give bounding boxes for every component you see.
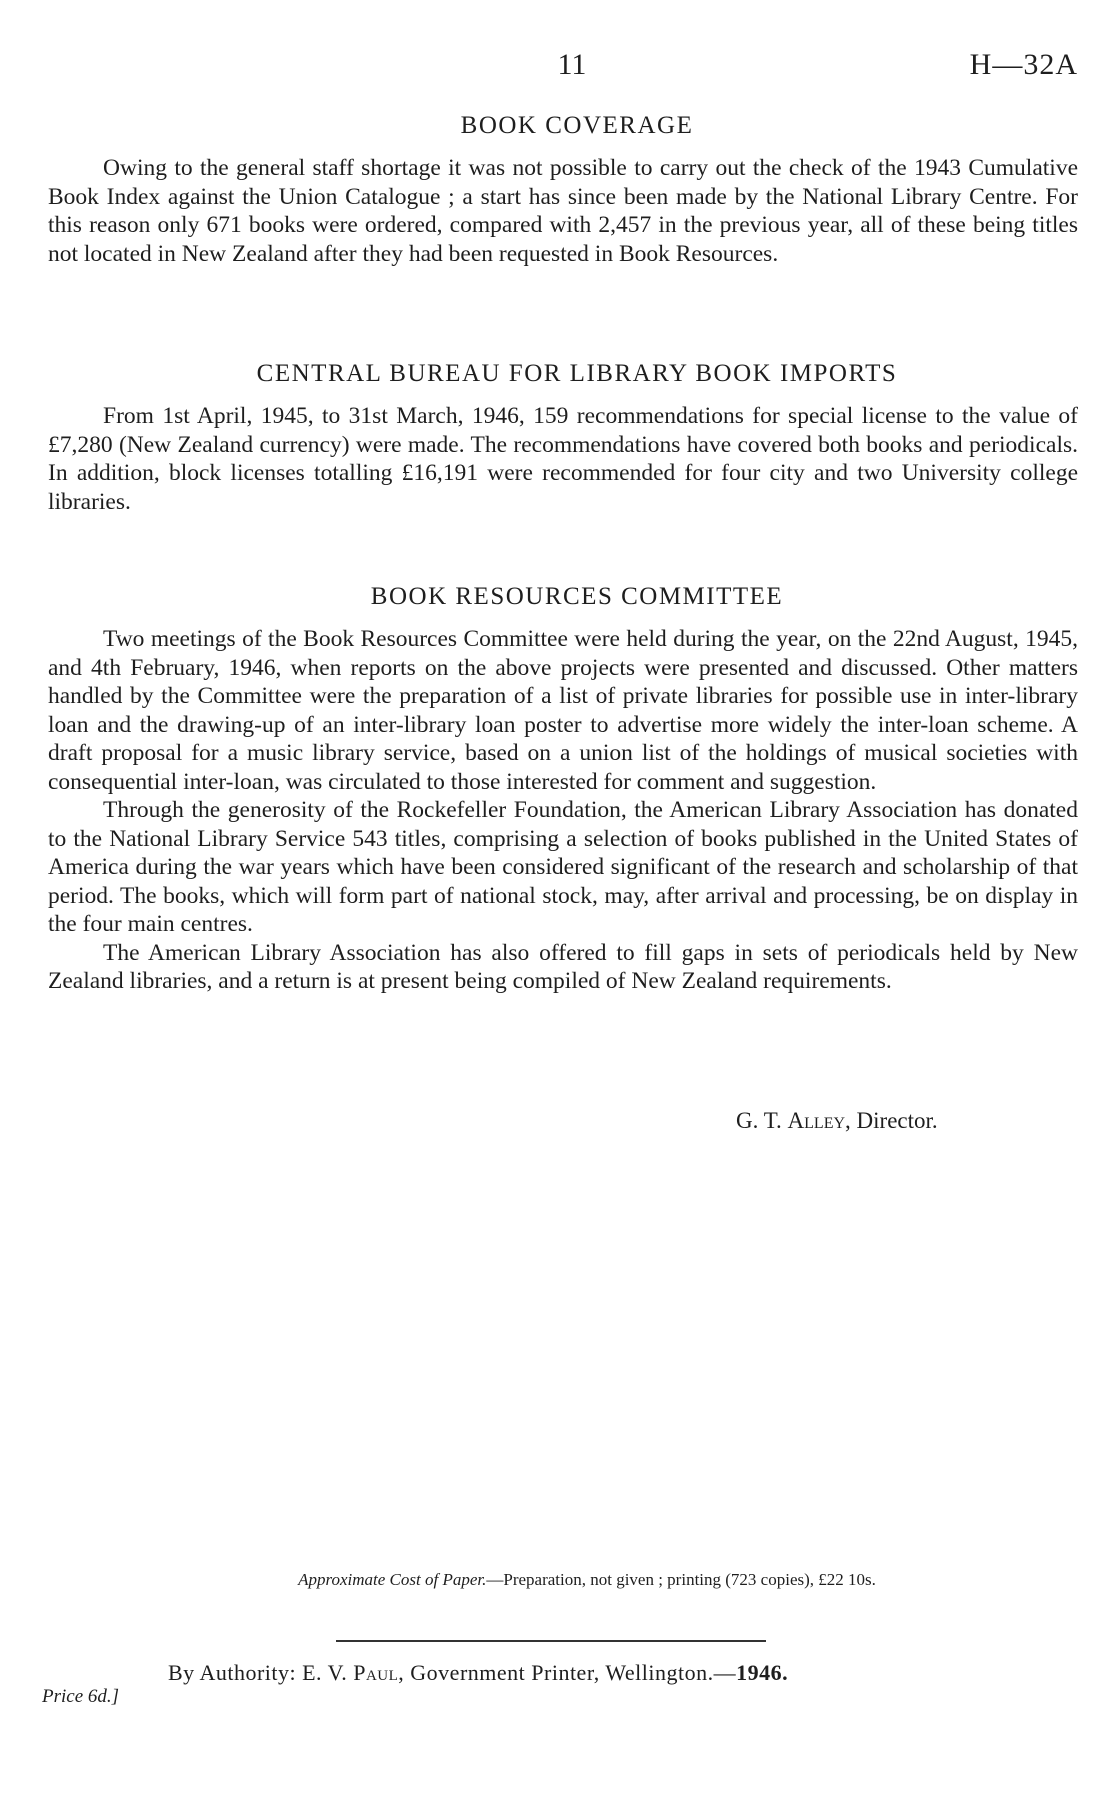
signature-initials: G. T. [736,1108,782,1133]
cost-note-label: Approximate Cost of Paper. [298,1570,487,1589]
imprint-printer-name: Paul [353,1660,399,1685]
heading-central-bureau: CENTRAL BUREAU FOR LIBRARY BOOK IMPORTS [256,360,898,387]
paragraph: Two meetings of the Book Resources Committee were held during the year, on the 22nd August, 1945, and 4th February, 1946, when reports on the above projects were presented and discussed. Other matters handled by the Committee were the preparation of a list of private libraries for possible use in inter-library loan and the drawing-up of an inter-library loan poster to advertise more widely the inter-loan scheme. A draft proposal for a music library service, based on a union list of the holdings of musical societies with consequential inter-loan, was circulated to those interested for comment and suggestion. [48,626,1078,795]
divider-rule [336,1640,766,1642]
page-header [0,48,1114,88]
paragraph: From 1st April, 1945, to 31st March, 1946, 159 recommendations for special license to the value of £7,280 (New Zealand currency) were made. The recommendations have covered both books and periodicals. In addition, block licenses totalling £16,191 were recommended for four city and two University college libraries. [48,403,1078,515]
section-book-coverage [48,154,1078,268]
section-book-resources-committee [48,625,1078,996]
signature-title: , Director. [845,1108,938,1133]
section-central-bureau [48,402,1078,516]
printer-imprint [168,1660,788,1686]
signature [736,1108,938,1134]
heading-book-resources-committee: BOOK RESOURCES COMMITTEE [370,583,784,610]
page-number: 11 [557,48,587,81]
cost-note-text: —Preparation, not given ; printing (723 copies), £22 10s. [486,1570,876,1589]
cost-of-paper-note [0,1570,1114,1590]
imprint-middle: , Government Printer, Wellington.— [398,1660,737,1685]
price-note: Price 6d.] [42,1686,120,1707]
paragraph: Through the generosity of the Rockefeller Foundation, the American Library Association has donated to the National Library Service 543 titles, comprising a selection of books published in the United States of America during the war years which have been considered significant of the research and scholarship of that period. The books, which will form part of national stock, may, after arrival and processing, be on display in the four main centres. [48,797,1078,937]
document-reference: H—32A [969,48,1078,81]
paragraph: The American Library Association has also offered to fill gaps in sets of periodicals held by New Zealand libraries, and a return is at present being compiled of New Zealand requirements. [48,939,1078,994]
imprint-prefix: By Authority: E. V. [168,1660,348,1685]
heading-book-coverage: BOOK COVERAGE [460,112,694,139]
signature-surname: Alley [787,1108,846,1133]
paragraph: Owing to the general staff shortage it was not possible to carry out the check of the 1943 Cumulative Book Index against the Union Catalogue ; a start has since been made by the National Library Centre. For this reason only 671 books were ordered, compared with 2,457 in the previous year, all of these being titles not located in New Zealand after they had been requested in Book Resources. [48,155,1078,267]
imprint-year: 1946. [736,1660,789,1685]
